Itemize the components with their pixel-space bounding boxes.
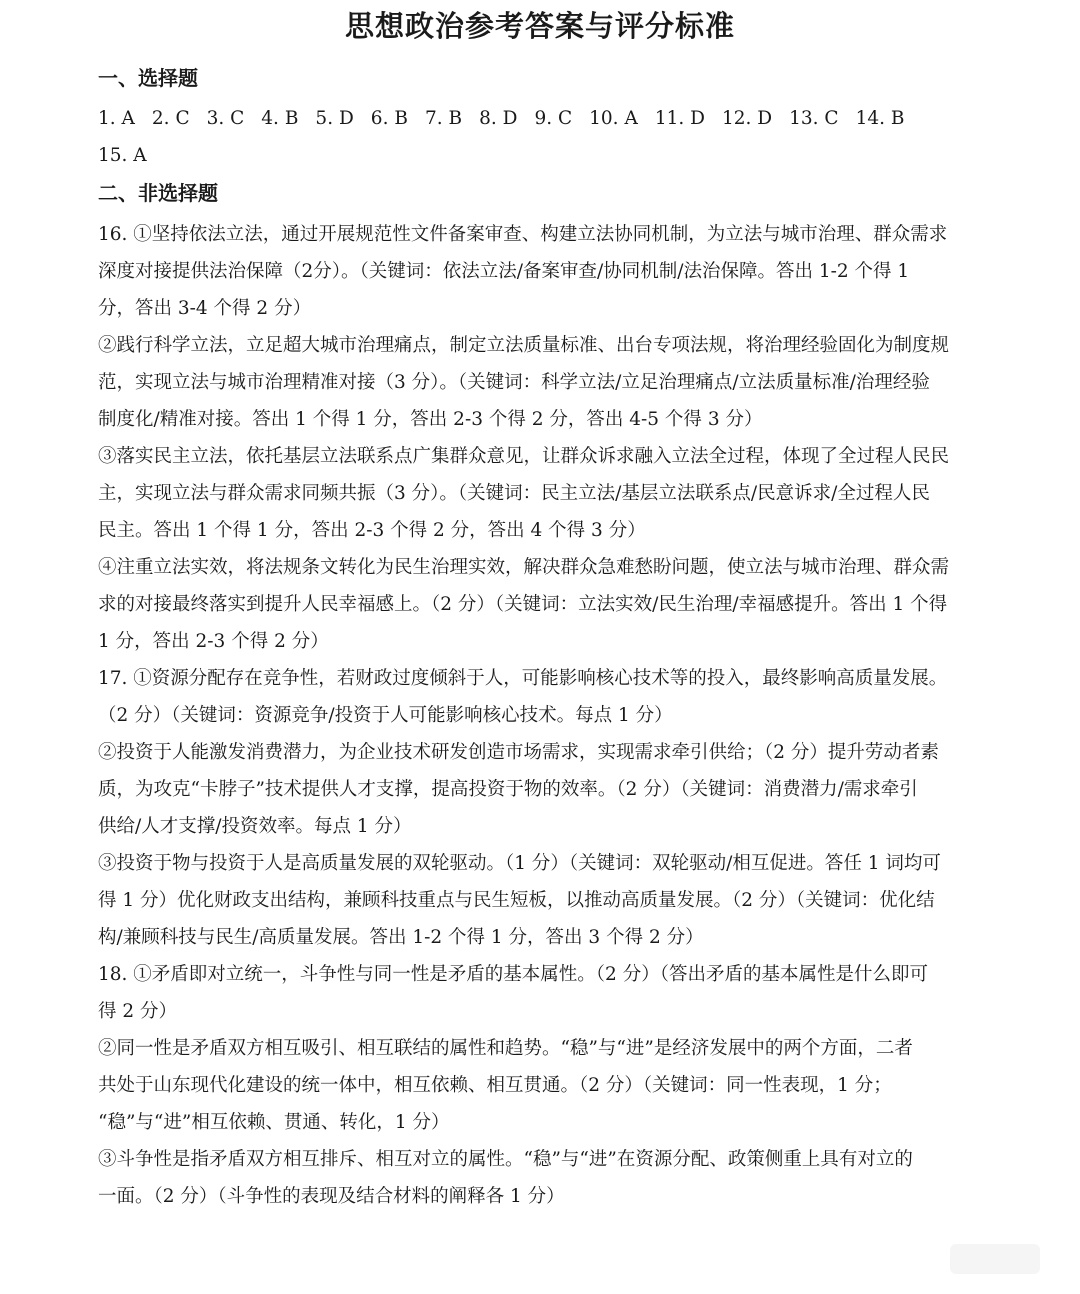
answer-line: ②践行科学立法，立足超大城市治理痛点，制定立法质量标准、出台专项法规，将治理经验固化为制度规: [98, 335, 950, 356]
watermark-logo: [950, 1244, 1040, 1274]
answer-line: ②投资于人能激发消费潜力，为企业技术研发创造市场需求，实现需求牵引供给；（2 分）提升劳动者素: [98, 742, 939, 763]
mcq-answer: 9. C: [534, 108, 573, 129]
answer-line: ③投资于物与投资于人是高质量发展的双轮驱动。（1 分）（关键词：双轮驱动/相互促进。答任 1 词均可: [98, 853, 941, 874]
answer-line: 1 分，答出 2-3 个得 2 分）: [98, 631, 329, 652]
mcq-answer: 5. D: [315, 108, 354, 129]
mcq-answer: 13. C: [789, 108, 839, 129]
answer-line: 供给/人才支撑/投资效率。每点 1 分）: [98, 816, 412, 837]
answer-line: ③落实民主立法，依托基层立法联系点广集群众意见，让群众诉求融入立法全过程，体现了全过程人民民: [98, 446, 950, 467]
mcq-answer: 4. B: [261, 108, 299, 129]
mcq-answer: 14. B: [855, 108, 905, 129]
answer-line: 制度化/精准对接。答出 1 个得 1 分，答出 2-3 个得 2 分，答出 4-5 个得 3 分）: [98, 409, 763, 430]
answer-line: ②同一性是矛盾双方相互吸引、相互联结的属性和趋势。“稳”与“进”是经济发展中的两个方面，二者: [98, 1038, 913, 1059]
answer-line: 构/兼顾科技与民生/高质量发展。答出 1-2 个得 1 分，答出 3 个得 2 分）: [98, 927, 704, 948]
answer-line: 质，为攻克“卡脖子”技术提供人才支撑，提高投资于物的效率。（2 分）（关键词：消费潜力/需求牵引: [98, 779, 918, 800]
answer-line: 求的对接最终落实到提升人民幸福感上。（2 分）（关键词：立法实效/民生治理/幸福感提升。答出 1 个得: [98, 594, 948, 615]
answer-line: 一面。（2 分）（斗争性的表现及结合材料的阐释各 1 分）: [98, 1186, 565, 1207]
section-heading-non-multiple-choice: 二、非选择题: [98, 181, 218, 205]
answer-line: ④注重立法实效，将法规条文转化为民生治理实效，解决群众急难愁盼问题，使立法与城市治理、群众需: [98, 557, 950, 578]
answer-line: 18. ①矛盾即对立统一，斗争性与同一性是矛盾的基本属性。（2 分）（答出矛盾的基本属性是什么即可: [98, 964, 928, 985]
answer-line: 16. ①坚持依法立法，通过开展规范性文件备案审查、构建立法协同机制，为立法与城市治理、群众需求: [98, 224, 948, 245]
page-title: 思想政治参考答案与评分标准: [344, 9, 735, 43]
answer-line: 主，实现立法与群众需求同频共振（3 分）。（关键词：民主立法/基层立法联系点/民意诉求/全过程人民: [98, 483, 930, 504]
answer-line: 民主。答出 1 个得 1 分，答出 2-3 个得 2 分，答出 4 个得 3 分）: [98, 520, 646, 541]
answer-line: 深度对接提供法治保障（2分）。（关键词：依法立法/备案审查/协同机制/法治保障。答出 1-2 个得 1: [98, 261, 910, 282]
answer-line: ③斗争性是指矛盾双方相互排斥、相互对立的属性。“稳”与“进”在资源分配、政策侧重上具有对立的: [98, 1149, 913, 1170]
answer-line: 得 2 分）: [98, 1001, 178, 1022]
answer-line: 17. ①资源分配存在竞争性，若财政过度倾斜于人，可能影响核心技术等的投入，最终影响高质量发展。: [98, 668, 948, 689]
mcq-answer: 10. A: [589, 108, 638, 129]
answer-line: （2 分）（关键词：资源竞争/投资于人可能影响核心技术。每点 1 分）: [98, 705, 673, 726]
answer-line: 分，答出 3-4 个得 2 分）: [98, 298, 312, 319]
mcq-answer: 3. C: [206, 108, 245, 129]
mcq-answer: 8. D: [479, 108, 518, 129]
mcq-answer: 2. C: [151, 108, 190, 129]
mcq-answer: 12. D: [721, 108, 773, 129]
mcq-answer: 11. D: [654, 108, 705, 129]
answer-line: 得 1 分）优化财政支出结构，兼顾科技重点与民生短板，以推动高质量发展。（2 分）（关键词：优化结: [98, 890, 935, 911]
answer-line: “稳”与“进”相互依赖、贯通、转化，1 分）: [98, 1112, 450, 1133]
mcq-answers-row-2: [98, 141, 164, 171]
mcq-answer: 6. B: [370, 108, 408, 129]
section-heading-multiple-choice: 一、选择题: [98, 66, 198, 90]
mcq-answer: 15. A: [98, 145, 147, 166]
mcq-answer: 7. B: [424, 108, 463, 129]
answer-line: 范，实现立法与城市治理精准对接（3 分）。（关键词：科学立法/立足治理痛点/立法质量标准/治理经验: [98, 372, 930, 393]
mcq-answers-row-1: [98, 104, 921, 134]
mcq-answer: 1. A: [98, 108, 135, 129]
answer-line: 共处于山东现代化建设的统一体中，相互依赖、相互贯通。（2 分）（关键词：同一性表现，1 分；: [98, 1075, 892, 1096]
